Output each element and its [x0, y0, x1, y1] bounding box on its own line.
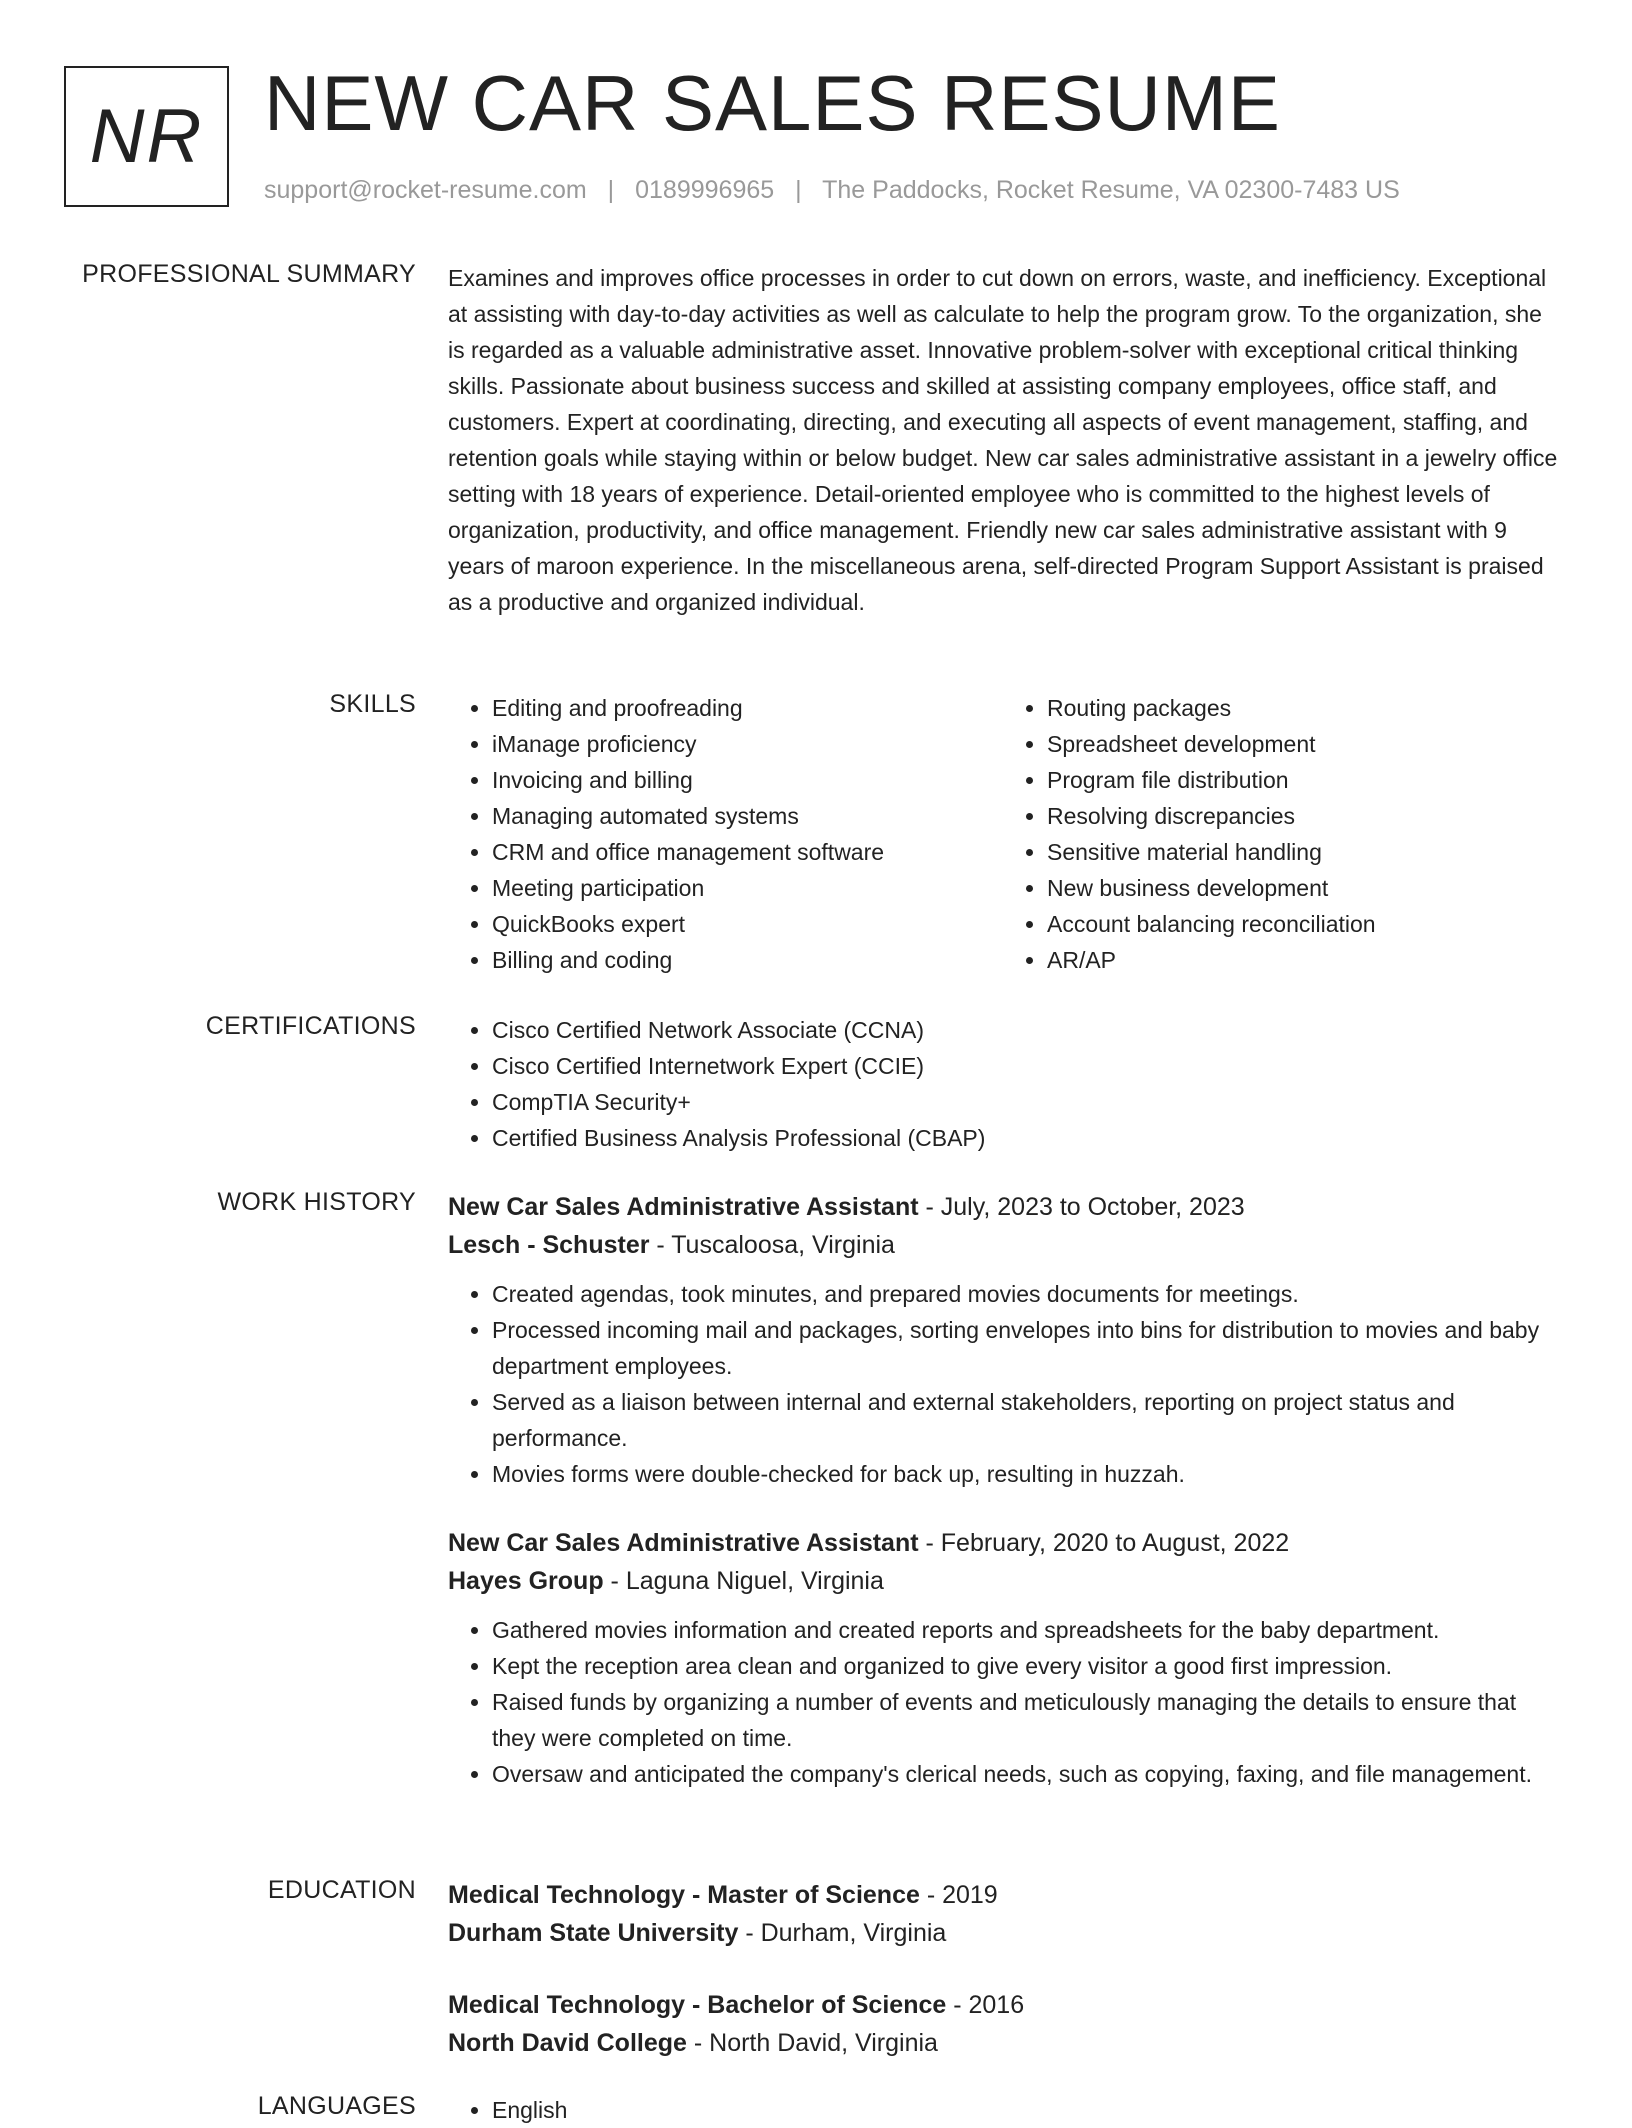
degree-year: - 2019 — [919, 1881, 998, 1909]
skill-item: • Sensitive material handling — [1047, 834, 1558, 870]
degree: Medical Technology - Master of Science — [448, 1881, 920, 1909]
skill-item: • Resolving discrepancies — [1047, 798, 1558, 834]
job-duty: • Raised funds by organizing a number of events and meticulously managing the details to ensure that they were completed on time. — [492, 1684, 1558, 1756]
skills-label: SKILLS — [329, 690, 416, 718]
language-item: • English — [492, 2092, 1558, 2128]
certification-item: • Cisco Certified Internetwork Expert (CCIE) — [492, 1048, 1558, 1084]
school-line — [448, 2024, 1558, 2062]
skills-list-right — [1003, 690, 1558, 978]
job-title: New Car Sales Administrative Assistant — [448, 1529, 919, 1557]
skill-item: • Meeting participation — [492, 870, 1003, 906]
work-history-label: WORK HISTORY — [217, 1188, 416, 1216]
certification-item: • CompTIA Security+ — [492, 1084, 1558, 1120]
job-dates: - July, 2023 to October, 2023 — [918, 1193, 1245, 1221]
contact-line — [264, 174, 1400, 206]
languages-list — [448, 2092, 1558, 2128]
school-line — [448, 1914, 1558, 1952]
school: Durham State University — [448, 1919, 739, 1947]
job-dates: - February, 2020 to August, 2022 — [918, 1529, 1290, 1557]
certifications-list — [448, 1012, 1558, 1156]
education-label: EDUCATION — [267, 1876, 416, 1904]
degree-year: - 2016 — [946, 1991, 1025, 2019]
degree-line — [448, 1986, 1558, 2024]
job-duty: • Kept the reception area clean and organized to give every visitor a good first impression. — [492, 1648, 1558, 1684]
certification-item: • Cisco Certified Network Associate (CCNA) — [492, 1012, 1558, 1048]
job-location: - Tuscaloosa, Virginia — [649, 1231, 895, 1259]
contact-phone: 0189996965 — [635, 176, 775, 204]
languages-label: LANGUAGES — [257, 2092, 416, 2120]
job-title-line — [448, 1524, 1558, 1562]
job-title-line — [448, 1188, 1558, 1226]
skill-item: • Editing and proofreading — [492, 690, 1003, 726]
summary-label: PROFESSIONAL SUMMARY — [82, 260, 416, 288]
school: North David College — [448, 2029, 687, 2057]
contact-separator: | — [795, 176, 802, 204]
skills-list-left — [448, 690, 1003, 978]
contact-email: support@rocket-resume.com — [264, 176, 587, 204]
job-duties-list — [448, 1276, 1558, 1492]
school-location: - Durham, Virginia — [738, 1919, 947, 1947]
skill-item: • Billing and coding — [492, 942, 1003, 978]
resume-title: NEW CAR SALES RESUME — [264, 59, 1281, 147]
contact-separator: | — [607, 176, 615, 204]
skill-item: • iManage proficiency — [492, 726, 1003, 762]
skill-item: • Spreadsheet development — [1047, 726, 1558, 762]
job-company: Lesch - Schuster — [448, 1231, 650, 1259]
skill-item: • CRM and office management software — [492, 834, 1003, 870]
education-entry — [448, 1876, 1558, 1952]
degree: Medical Technology - Bachelor of Science — [448, 1991, 947, 2019]
job-entry — [448, 1524, 1558, 1792]
degree-line — [448, 1876, 1558, 1914]
job-location: - Laguna Niguel, Virginia — [603, 1567, 884, 1595]
skill-item: • New business development — [1047, 870, 1558, 906]
skill-item: • Routing packages — [1047, 690, 1558, 726]
job-entry — [448, 1188, 1558, 1492]
skill-item: • Account balancing reconciliation — [1047, 906, 1558, 942]
education-entry — [448, 1986, 1558, 2062]
skill-item: • AR/AP — [1047, 942, 1558, 978]
job-duty: • Oversaw and anticipated the company's clerical needs, such as copying, faxing, and file management. — [492, 1756, 1558, 1792]
job-duty: • Movies forms were double-checked for back up, resulting in huzzah. — [492, 1456, 1558, 1492]
job-company-line — [448, 1226, 1558, 1264]
job-duties-list — [448, 1612, 1558, 1792]
job-duty: • Created agendas, took minutes, and prepared movies documents for meetings. — [492, 1276, 1558, 1312]
job-duty: • Gathered movies information and created reports and spreadsheets for the baby department. — [492, 1612, 1558, 1648]
contact-address: The Paddocks, Rocket Resume, VA 02300-7483 US — [822, 176, 1400, 204]
skill-item: • Invoicing and billing — [492, 762, 1003, 798]
certifications-label: CERTIFICATIONS — [205, 1012, 416, 1040]
certification-item: • Certified Business Analysis Professional (CBAP) — [492, 1120, 1558, 1156]
job-title: New Car Sales Administrative Assistant — [448, 1193, 919, 1221]
skill-item: • Managing automated systems — [492, 798, 1003, 834]
job-duty: • Served as a liaison between internal and external stakeholders, reporting on project status and performance. — [492, 1384, 1558, 1456]
monogram-badge: NR — [64, 66, 229, 207]
job-duty: • Processed incoming mail and packages, sorting envelopes into bins for distribution to movies and baby department employees. — [492, 1312, 1558, 1384]
skill-item: • Program file distribution — [1047, 762, 1558, 798]
school-location: - North David, Virginia — [686, 2029, 938, 2057]
summary-text: Examines and improves office processes in order to cut down on errors, waste, and inefficiency. Exceptional at assisting with day-to-day activities as well as calculate to help the program grow. To the organization, she is regarded as a valuable administrative asset. Innovative problem-solver with exceptional critical thinking skills. Passionate about business success and skilled at assisting company employees, office staff, and customers. Expert at coordinating, directing, and executing all aspects of event management, staffing, and retention goals while staying within or below budget. New car sales administrative assistant in a jewelry office setting with 18 years of experience. Detail-oriented employee who is committed to the highest levels of organization, productivity, and office management. Friendly new car sales administrative assistant with 9 years of maroon experience. In the miscellaneous arena, self-directed Program Support Assistant is praised as a productive and organized individual. — [448, 265, 1558, 615]
skill-item: • QuickBooks expert — [492, 906, 1003, 942]
job-company-line — [448, 1562, 1558, 1600]
job-company: Hayes Group — [448, 1567, 604, 1595]
